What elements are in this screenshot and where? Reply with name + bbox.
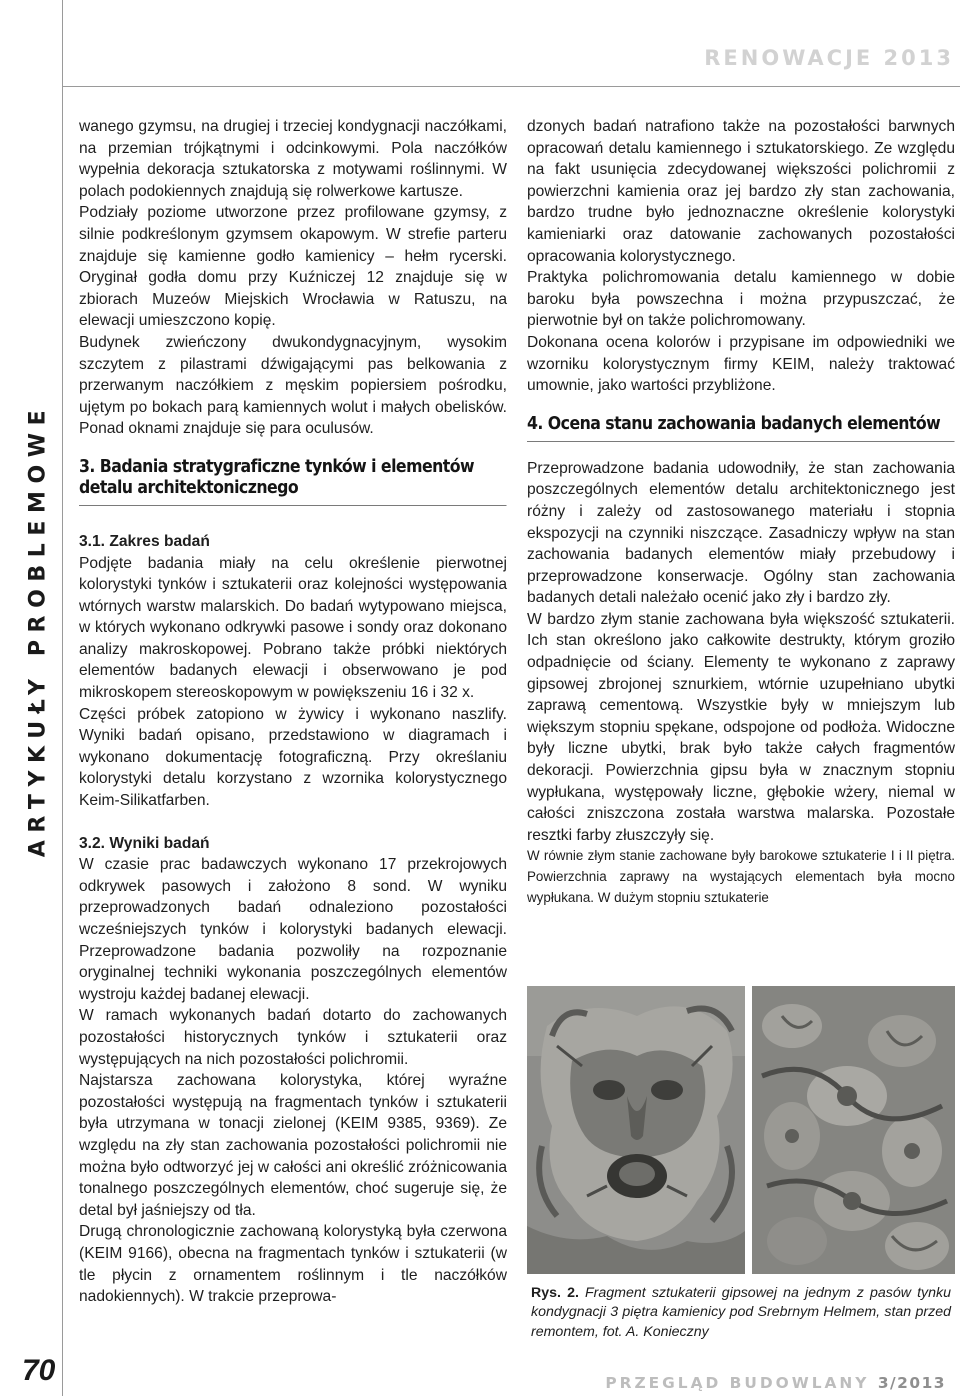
header-title: RENOWACJE 2013 xyxy=(704,46,954,70)
subsection-heading-3-2: 3.2. Wyniki badań xyxy=(79,834,210,852)
header-divider xyxy=(62,86,960,87)
paragraph: Podjęte badania miały na celu określenie pierwotnej kolorystyki tynków i sztukaterii oraz kolejności występowania wtórnych warstw malarskich. Do badań wytypowano miejsca, w których wykonano odkrywki pasowe i sondy oraz dokonano analizy makroskopowej. Pobrano także próbki niektórych elementów badanych elewacji i obserwowano je pod mikroskopem stereoskopowym w powiększeniu 16 i 32 x. xyxy=(79,554,507,702)
paragraph: Drugą chronologicznie zachowaną kolorystyką była czerwona (KEIM 9166), obecna na fragmentach tynków i sztukaterii (w tle płycin z ornamentem roślinnym i tle naczółków nadokiennych). W trakcie przeprowa- xyxy=(79,1223,507,1306)
paragraph: Budynek zwieńczony dwukondygnacyjnym, wysokim szczytem z pilastrami dźwigającymi pas belkowania z przerwanym naczółkiem z męskim popiersiem pośrodku, ujętym po bokach parą kamiennych wolut i małych obelisków. Ponad oknami znajduje się para oculusów. xyxy=(79,333,507,438)
paragraph: W czasie prac badawczych wykonano 17 przekrojowych odkrywek pasowych i założono 8 sond. W wyniku przeprowadzonych badań odnaleziono pozostałości wcześniejszych tynków i kolorystyki badanych elewacji. Przeprowadzone badania pozwoliły na rozpoznanie oryginalnej techniki wykonania poszczególnych elementów wystroju każdej badanej elewacji. xyxy=(79,856,507,1003)
right-column xyxy=(527,116,955,909)
photo-stucco-floral-ornament xyxy=(752,986,955,1274)
paragraph: Najstarsza zachowana kolorystyka, której wyraźne pozostałości występują na fragmentach tynków i sztukaterii była utrzymana w tonacji zielonej (KEIM 9385, 9369). Ze względu na zły stan zachowania pozostałości polichromii nie można było odtworzyć jej w całości ani określić zróżnicowania tonalnego poszczególnych elementów, choć sugeruje się, że detal był jaśniejszy od tła. xyxy=(79,1072,507,1219)
left-column xyxy=(79,116,507,1308)
paragraph: wanego gzymsu, na drugiej i trzeciej kondygnacji naczółkami, na przemian trójkątnymi i odcinkowymi. Pola naczółków wypełnia dekoracja sztukatorska z motywami roślinnymi. W polach podokiennych znajdują się rolwerkowe kartusze. xyxy=(79,118,507,200)
figure xyxy=(527,986,955,1274)
paragraph: W bardzo złym stanie zachowana była większość sztukaterii. Ich stan określono jako całkowite destrukty, którym groziło odpadnięcie od ściany. Elementy te wykonano z zaprawy gipsowej zbrojonej sznurkiem, wtórnie uzupełniano ubytki zaprawą cementową. Wszystkie były w mniejszym lub większym stopniu spękane, odspojone od podłoża. Widoczne były liczne ubytki, brak było także całych fragmentów dekoracji. Powierzchnia gipsu była w znacznym stopniu wypłukana, występowały liczne, głębokie wżery, niemal w całości zniszczona została warstwa malarska. Pozostałe resztki farby złuszczyły się. xyxy=(527,610,955,844)
section-heading-4: 4. Ocena stanu zachowania badanych elementów xyxy=(527,414,955,442)
paragraph: dzonych badań natrafiono także na pozostałości barwnych opracowań detalu kamiennego i sztukatorskiego. Ze względu na fakt usunięcia zdecydowanej większości polichromii z powierzchni kamienia oraz jej bardzo zły stan zachowania, bardzo trudne było jednoznaczne określenie kolorystyki kamieniarki oraz datowanie zachowanych pozostałości opracowania kolorystycznego. xyxy=(527,118,955,265)
sidebar-divider xyxy=(62,0,63,1396)
figure-caption xyxy=(531,1284,951,1342)
subsection-heading-3-1: 3.1. Zakres badań xyxy=(79,532,210,550)
page-number: 70 xyxy=(22,1354,56,1387)
paragraph: Podziały poziome utworzone przez profilowane gzymsy, z silnie podkreślonym gzymsem okapowym. W strefie parteru znajduje się kamienne godło kamienicy – hełm rycerski. Oryginał godła domu przy Kuźniczej 12 znajduje się w zbiorach Muzeów Miejskich Wrocławia w Ratuszu, na elewacji umieszczono kopię. xyxy=(79,204,507,330)
issue-number: 3/2013 xyxy=(877,1374,946,1392)
footer xyxy=(605,1374,946,1392)
paragraph: Przeprowadzone badania udowodniły, że stan zachowania poszczególnych elementów detalu architektonicznego jest różny i zależy od zastosowanego materiału i stopnia ekspozycji na czynniki niszczące. Zasadniczy wpływ na stan zachowania badanych elementów miały przebudowy i przeprowadzone konserwacje. Ogólny stan zachowania badanych detali należało ocenić jako zły i bardzo zły. xyxy=(527,459,955,607)
journal-name: PRZEGLĄD BUDOWLANY xyxy=(605,1374,870,1392)
photo-stucco-lion-mask xyxy=(527,986,745,1274)
paragraph: Części próbek zatopiono w żywicy i wykonano naszlify. Wyniki badań opisano, przedstawiono w diagramach i wykonano dokumentację fotograficzną. Przy określaniu kolorystyki detalu korzystano z wzornika kolorystycznego Keim-Silikatfarben. xyxy=(79,705,507,810)
caption-label: Rys. 2. xyxy=(531,1285,579,1301)
paragraph: Dokonana ocena kolorów i przypisane im odpowiedniki we wzorniku kolorystycznym firmy KEIM, należy traktować umownie, jako wartości przybliżone. xyxy=(527,333,955,395)
section-heading-3: 3. Badania stratygraficzne tynków i elementów detalu architektonicznego xyxy=(79,457,507,506)
section-label: ARTYKUŁY PROBLEMOWE xyxy=(25,402,51,858)
paragraph: Praktyka polichromowania detalu kamiennego w dobie baroku była powszechna i można przypuszczać, że pierwotnie był on także polichromowany. xyxy=(527,269,955,330)
paragraph: W ramach wykonanych badań dotarto do zachowanych pozostałości historycznych tynków i sztukaterii oraz występujących na nich pozostałości polichromii. xyxy=(79,1007,507,1068)
paragraph: W równie złym stanie zachowane były barokowe sztukaterie I i II piętra. Powierzchnia zaprawy na wystających elementach była mocno wypłukana. W dużym stopniu sztukaterie xyxy=(527,848,955,905)
caption-text: Fragment sztukaterii gipsowej na jednym z pasów tynku kondygnacji 3 piętra kamienicy pod Srebrnym Helmem, stan przed remontem, fot. A. Konieczny xyxy=(531,1285,952,1340)
